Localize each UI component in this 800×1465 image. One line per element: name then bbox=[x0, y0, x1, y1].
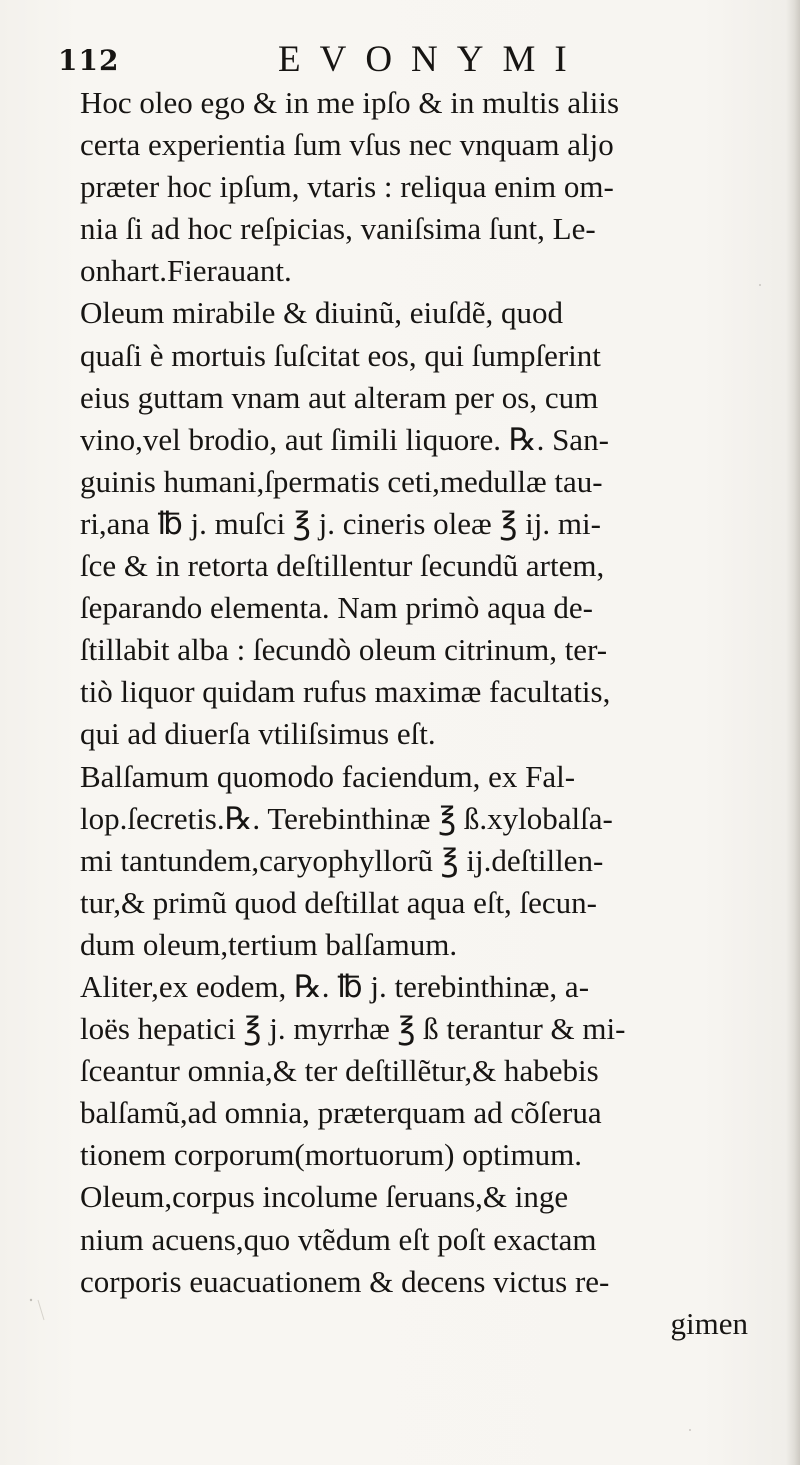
text-line: Oleum mirabile & diuinũ, eiuſdẽ, quod bbox=[80, 295, 563, 331]
text-line: Balſamum quomodo faciendum, ex Fal- bbox=[80, 758, 576, 794]
text-line: nium acuens,quo vtẽdum eſt poſt exactam bbox=[80, 1221, 597, 1257]
text-line: ſeparando elementa. Nam primò aqua de- bbox=[80, 590, 593, 626]
text-line: certa experientia ſum vſus nec vnquam aljo bbox=[80, 127, 614, 163]
text-line: eius guttam vnam aut alteram per os, cum bbox=[80, 379, 599, 415]
running-head: EVONYMI bbox=[278, 39, 586, 80]
text-line: Oleum,corpus incolume ſeruans,& inge bbox=[80, 1179, 569, 1215]
text-line: loës hepatici ℥ j. myrrhæ ℥ ß terantur & mi- bbox=[80, 1011, 626, 1047]
text-line: guinis humani,ſpermatis ceti,medullæ tau- bbox=[80, 463, 603, 499]
text-line: Aliter,ex eodem, ℞. ℔ j. terebinthinæ, a- bbox=[80, 968, 590, 1004]
catchword-line: gimen bbox=[670, 1305, 748, 1341]
text-line: onhart.Fierauant. bbox=[80, 253, 292, 289]
text-line: balſamũ,ad omnia, præterquam ad cõſerua bbox=[80, 1095, 602, 1131]
text-line: ſce & in retorta deſtillentur ſecundũ artem, bbox=[80, 548, 605, 584]
text-line: qui ad diuerſa vtiliſsimus eſt. bbox=[80, 716, 436, 752]
text-line: Hoc oleo ego & in me ipſo & in multis aliis bbox=[80, 85, 620, 120]
text-line: nia ſi ad hoc reſpicias, vaniſsima ſunt, Le- bbox=[80, 211, 596, 247]
text-line: tionem corporum(mortuorum) optimum. bbox=[80, 1137, 582, 1173]
text-line: tiò liquor quidam rufus maximæ facultatis, bbox=[80, 674, 611, 710]
text-line: lop.ſecretis.℞. Terebinthinæ ℥ ß.xylobalſa- bbox=[80, 800, 613, 836]
body-text bbox=[80, 82, 790, 1345]
page-number: 112 bbox=[58, 44, 120, 77]
text-line: vino,vel brodio, aut ſimili liquore. ℞. San- bbox=[80, 421, 609, 457]
text-line: dum oleum,tertium balſamum. bbox=[80, 926, 458, 962]
text-line: ri,ana ℔ j. muſci ℥ j. cineris oleæ ℥ ij. mi- bbox=[80, 505, 601, 541]
text-line: corporis euacuationem & decens victus re- bbox=[80, 1263, 610, 1299]
text-line: quaſi è mortuis ſuſcitat eos, qui ſumpſerint bbox=[80, 337, 601, 373]
page-header bbox=[0, 38, 800, 88]
text-line: ſtillabit alba : ſecundò oleum citrinum, ter- bbox=[80, 632, 608, 668]
text-line: præter hoc ipſum, vtaris : reliqua enim om- bbox=[80, 169, 614, 205]
text-line: mi tantundem,caryophyllorũ ℥ ij.deſtillen- bbox=[80, 842, 604, 878]
text-line: ſceantur omnia,& ter deſtillẽtur,& habebis bbox=[80, 1053, 599, 1089]
text-line: tur,& primũ quod deſtillat aqua eſt, ſecun- bbox=[80, 884, 598, 920]
